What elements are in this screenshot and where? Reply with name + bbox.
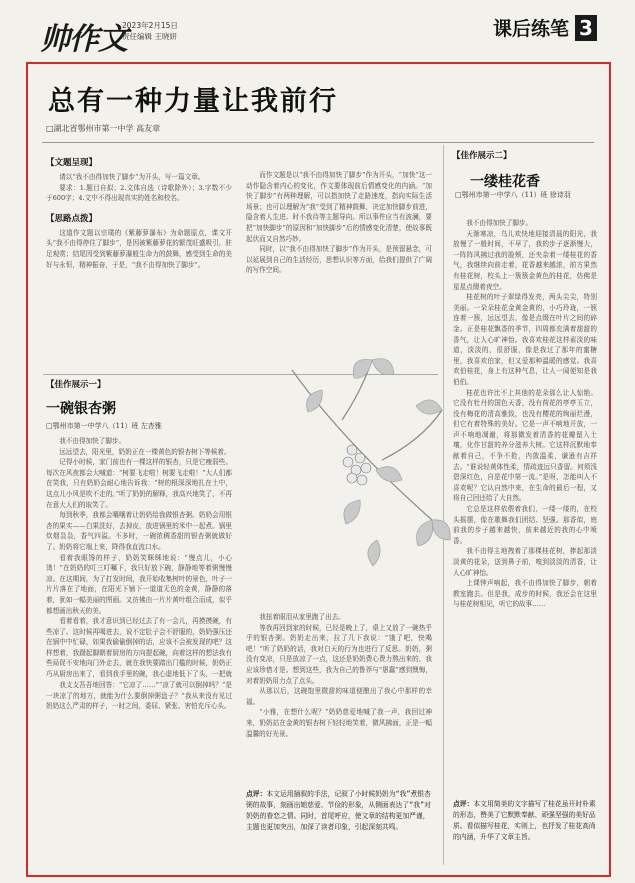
title-divider [42, 142, 594, 143]
section-title: 课后练笔 [492, 18, 569, 40]
prompt-text: 请以“我不由得加快了脚步”为开头，写一篇文章。 要求：1.题目自拟；2.文体自选（诗歌除外）；3.字数不少于600字；4.文中不得出现真实的姓名和校名。 [46, 173, 232, 203]
guidance-text: 而作文题是以“我不由得加快了脚步”作为开头，“加快”这一动作隐含着内心的变化，作文要体现前后情感变化的内涵。“加快了脚步”有两种理解，可以指加快了走路速度，指向实际生活场景；也可以理解为“我”受到了精神鼓舞，决定加快脚步前进，隐含着人生进、时不我待等主题导向。所以事件应当有波澜，要把“加快脚步”的原因和“加快脚步”后的情感变化清楚，使故事既起伏而又自然巧妙。 同时，以“我不由得加快了脚步”作为开头，是预留悬念，可以延展到自己的生活经历，思想认识等方面，给我们提供了广阔的写作空间。 [246, 171, 432, 275]
story2-body: 我不由得加快了脚步。 天渐寒凉，乌儿欢快地迎接清晨的阳光，我放慢了一般时间，不早了，我的步子逐渐慢大，一阵阵风拂过我的脸颊，还夹杂着一缕桂花的香气，我继续向前走着，花香越来越浓，前方果然有桂花树，校头上一簇簇金黄色的桂花，仿佛是星星点缀着夜空。 桂花树的叶子翠绿得发亮，两头尖尖，特别美丽。一朵朵桂花金黄金黄的，小巧玲珑，一簇连着一簇，远远望去，像是点缀在叶片之间的碎金。正是桂花飘香的季节，四周都充满着甜甜的香气，让人心旷神怡。我喜欢桂花这样素淡的味道，淡淡的，很舒服，像是我过了那年的蜜糖里，我喜欢伯家，但又爱那种温暖的感觉。我喜欢伯桂花，身上有这种气息，让人一闻便知是我伯伯。 桂花也许比不上其他的花朵那么让人惊艳。它没有牡丹的国色天香，没有荷花的亭亭玉立，没有梅花的清高雅致，也没有樱花的绚丽烂漫，但它有着特殊的美好。它是一声不响地开放，一声不响地凋谢，将那微发着清香的花瓣留入土壤，化作甘甜的养分滋养大树。它这样沉默地奉献着自己，不争不抢，内敛温柔，谦逊有吉祥去。“谁说轻黄体性柔，情疏迹远只香留。何须浅碧深红色，自是花中第一流。”是呀，怎能叫人不喜欢呢？它认自然中来，在生命的最后一程，又将自己回还给了大自然。 它总是这样依偎着我们，一缕一缕的，在校头摇摆，像在歌舞我们团结、坚强。那香似，庭前我的步子越来越快，前来越近的我的心中喷香。 我不由得主地拽着了那棵桂花树，捧起那淡淡黄的花朵，送到鼻子前，嗅到淡淡的清香，让人心旷神怡。 上课钟声响起，我不由得加快了脚步，朝着教室跑去。但是我，成步的时候，我还会在这里与桂花树相见，听它的故事…… [453, 219, 597, 609]
story1-tag: 【佳作展示一】 [46, 380, 106, 390]
section-number: 3 [575, 15, 597, 41]
section-heading-tips: 【思路点拨】 [46, 213, 98, 224]
article-title: 总有一种力量让我前行 [48, 86, 338, 117]
issue-date: 2023年2月15日 [122, 21, 178, 30]
story1-comment-label: 点评： [246, 790, 267, 798]
guidance-column-continued [246, 170, 432, 276]
story1-body: 我不由得加快了脚步。 远远望去，阳光里，奶奶正在一棵黄色的银杏树下等候着。 记得小时候，家门前也有一棵这样的银杏，只是它瘦弱些。每次在风夜都会大喊道：“树要飞走啦！树要飞走啦！”大人们都在笑我，只有奶奶会耐心地告诉我：“树的根深深地扎在土中，这点儿小风是吹不走的。”听了奶奶的解释，我高兴地笑了，不再在意大人们的取笑了。 每到秋季，我都会嚷嚷着让奶奶给我做银杏粥。奶奶会用银杏的果实——白果洗好，去掉皮，放进锅里的米中一起煮。锅里炊烟袅袅，香气四溢。不多时，一碗浓稠香甜的银杏粥就做好了。奶奶将它端上来，降得我直流口水。 看着我眼馋的样子，奶奶笑眯眯地说：“慢点儿，小心烫！”在奶奶的叮三叮嘱下，我只好放下碗，静静地等着粥慢慢凉。在这期间，为了打发时间，我开始收集树叶的景色，叶子一片片落在了地面，在阳光下铺下一道道无色的金黄，静静的落着，犹如一幅美丽的图画。又彷佛由一片片黄叶组合而成，似乎都想画出秋天的美。 看着看着，我才意识到已经过去了有一会儿，再摸摸碗，有些凉了。这时候再喝进去，说不定肚子会不舒服的，奶奶强压还在锅中中忙碌，如果我偷偷倒掉的话，应该不会被发现的吧？这样想着，我蹑起脚朝着厨房的方向提起碗，向着这样的想法我有些局促不安地向门外走去，就在我快要踏出门槛的时候，奶奶正巧从厨房出来了，看到我手里的碗，我心虚地低下了头，一把就 我支支吾吾地回答：“它凉了……”“凉了就可以倒掉吗？”是一块凉了的地方，就能为什么要倒掉粥盘子？”我从来没有见过奶奶这么严肃的样子，一时之间，委屈、紧张、害怕充斥心头。 [46, 437, 232, 711]
tips-text: 这道作文题以宗璞的《紫藤萝瀑布》为命题原点，课文开头“我不由得停住了脚步”，是因被紫藤萝花的繁茂旺盛吸引，驻足观赏；结尾因受到紫藤萝瀑般生命力的鼓舞，感受到生命的美好与永恒，精神振奋，于是，“我不由得加快了脚步”。 [46, 228, 232, 269]
ginkgo-illustration [282, 350, 452, 595]
masthead-logo: 帅作文 [40, 22, 127, 57]
story1-byline: □鄂州市第一中学八（11）班 左杏雅 [46, 422, 162, 430]
story2-title: 一缕桂花香 [470, 174, 540, 190]
story1-title: 一碗银杏粥 [46, 401, 116, 417]
story2-comment-label: 点评： [453, 800, 474, 808]
story2-tag-wrap [452, 149, 598, 161]
story2-comment: 点评：本文用简美的文字描写了桂花虽开时朴素的形态，赞美了它默默奉献、顽强坚强的美好品质。看似描写桂花，实则上，也抒发了桂花高尚的内涵，升华了文章主旨。 [453, 800, 596, 841]
story1-comment: 点评：本文运用插叙的手法，记叙了小时候奶奶为“我”煮银杏粥的故事，刻画出她慈爱、节俭的形象，从侧面表达了“我”对奶奶的眷恋之情。同时，首尾呼应，使文章的结构更加严谨，主题也更加突出，加深了读者印象，引起深刻共鸣。 [246, 790, 431, 831]
masthead-meta [122, 20, 178, 42]
article-byline: □湖北省鄂州市第一中学 高友章 [46, 124, 161, 133]
story2-tag: 【佳作展示二】 [452, 151, 512, 161]
editor-credit: 责任编辑 王晓妍 [122, 32, 177, 41]
story1-body-continued: 我扭着眼泪从家里跑了出去。 等我再回到家的时候，已经是晚上了，桌上又放了一碗热乎乎的银杏粥。奶奶走出来，拉了几下我说：“饿了吧，快喝吧！”听了奶奶的话，我对白天的行为也进行了反思。奶奶，粥没有变凉，只是放凉了一点，这还是奶奶费心费力熬出来的，我应该珍惜才是。想到这些，我为自己的鲁莽与“愚蠢”感到懊悔，对着奶奶用力点了点头。 从那以后，这碗饱里微甜的味道便酿出了我心中那样的幸福。 “小雅，在想什么呢？”奶奶慈爱地喊了我一声，我回过神来，奶奶站在金黄的银杏树下轻轻地笑着，微风拂面，正是一幅温馨的好光景。 [246, 613, 432, 738]
story2-byline: □鄂州市第一中学八（11）班 徐诗羽 [455, 191, 571, 199]
section-heading-prompt: 【文题呈现】 [46, 158, 98, 168]
guidance-column [46, 156, 232, 270]
section-header [493, 14, 597, 41]
